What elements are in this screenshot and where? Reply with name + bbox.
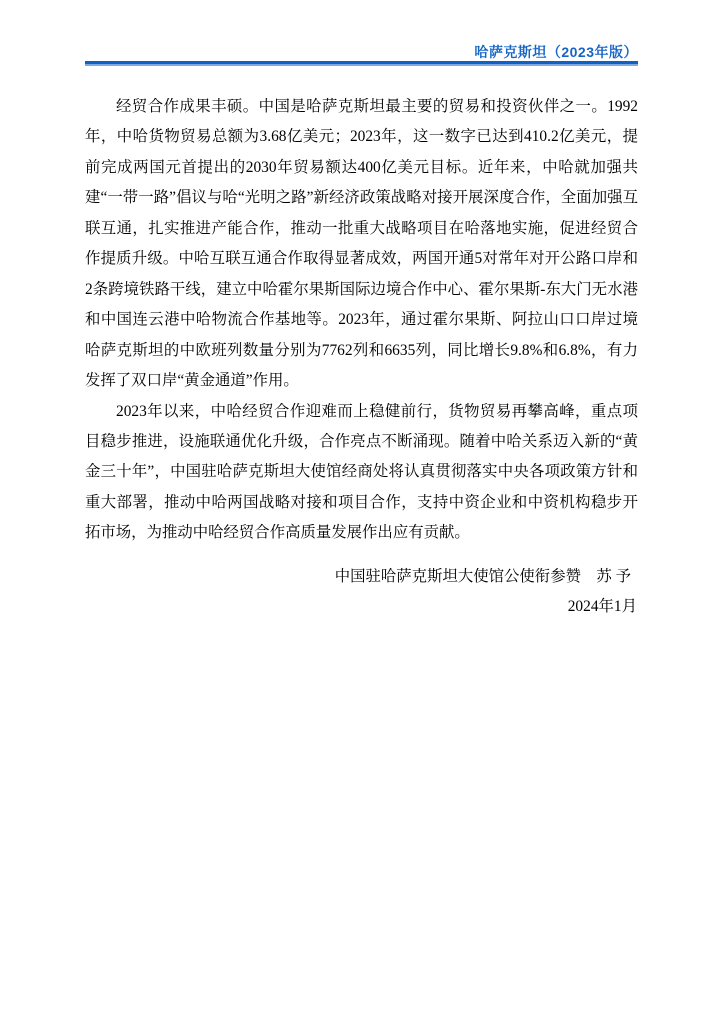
document-page — [85, 0, 638, 1024]
signature-author: 中国驻哈萨克斯坦大使馆公使衔参赞 苏 予 — [334, 567, 631, 585]
header-divider-rule — [85, 61, 638, 66]
document-body — [85, 92, 638, 549]
body-paragraph-1: 经贸合作成果丰硕。中国是哈萨克斯坦最主要的贸易和投资伙伴之一。1992年，中哈货物贸易总额为3.68亿美元；2023年，这一数字已达到410.2亿美元，提前完成两国元首提出的2030年贸易额达400亿美元目标。近年来，中哈就加强共建“一带一路”倡议与哈“光明之路”新经济政策战略对接开展深度合作，全面加强互联互通，扎实推进产能合作，推动一批重大战略项目在哈落地实施，促进经贸合作提质升级。中哈互联互通合作取得显著成效，两国开通5对常年对开公路口岸和2条跨境铁路干线，建立中哈霍尔果斯国际边境合作中心、霍尔果斯-东大门无水港和中国连云港中哈物流合作基地等。2023年，通过霍尔果斯、阿拉山口口岸过境哈萨克斯坦的中欧班列数量分别为7762列和6635列，同比增长9.8%和6.8%，有力发挥了双口岸“黄金通道”作用。 — [85, 98, 638, 390]
signature-block — [85, 562, 638, 623]
page-header-title: 哈萨克斯坦（2023年版） — [474, 44, 638, 60]
signature-date: 2024年1月 — [567, 598, 637, 616]
body-paragraph-2: 2023年以来，中哈经贸合作迎难而上稳健前行，货物贸易再攀高峰，重点项目稳步推进，设施联通优化升级，合作亮点不断涌现。随着中哈关系迈入新的“黄金三十年”，中国驻哈萨克斯坦大使馆经商处将认真贯彻落实中央各项政策方针和重大部署，推动中哈两国战略对接和项目合作，支持中资企业和中资机构稳步开拓市场，为推动中哈经贸合作高质量发展作出应有贡献。 — [85, 402, 638, 542]
